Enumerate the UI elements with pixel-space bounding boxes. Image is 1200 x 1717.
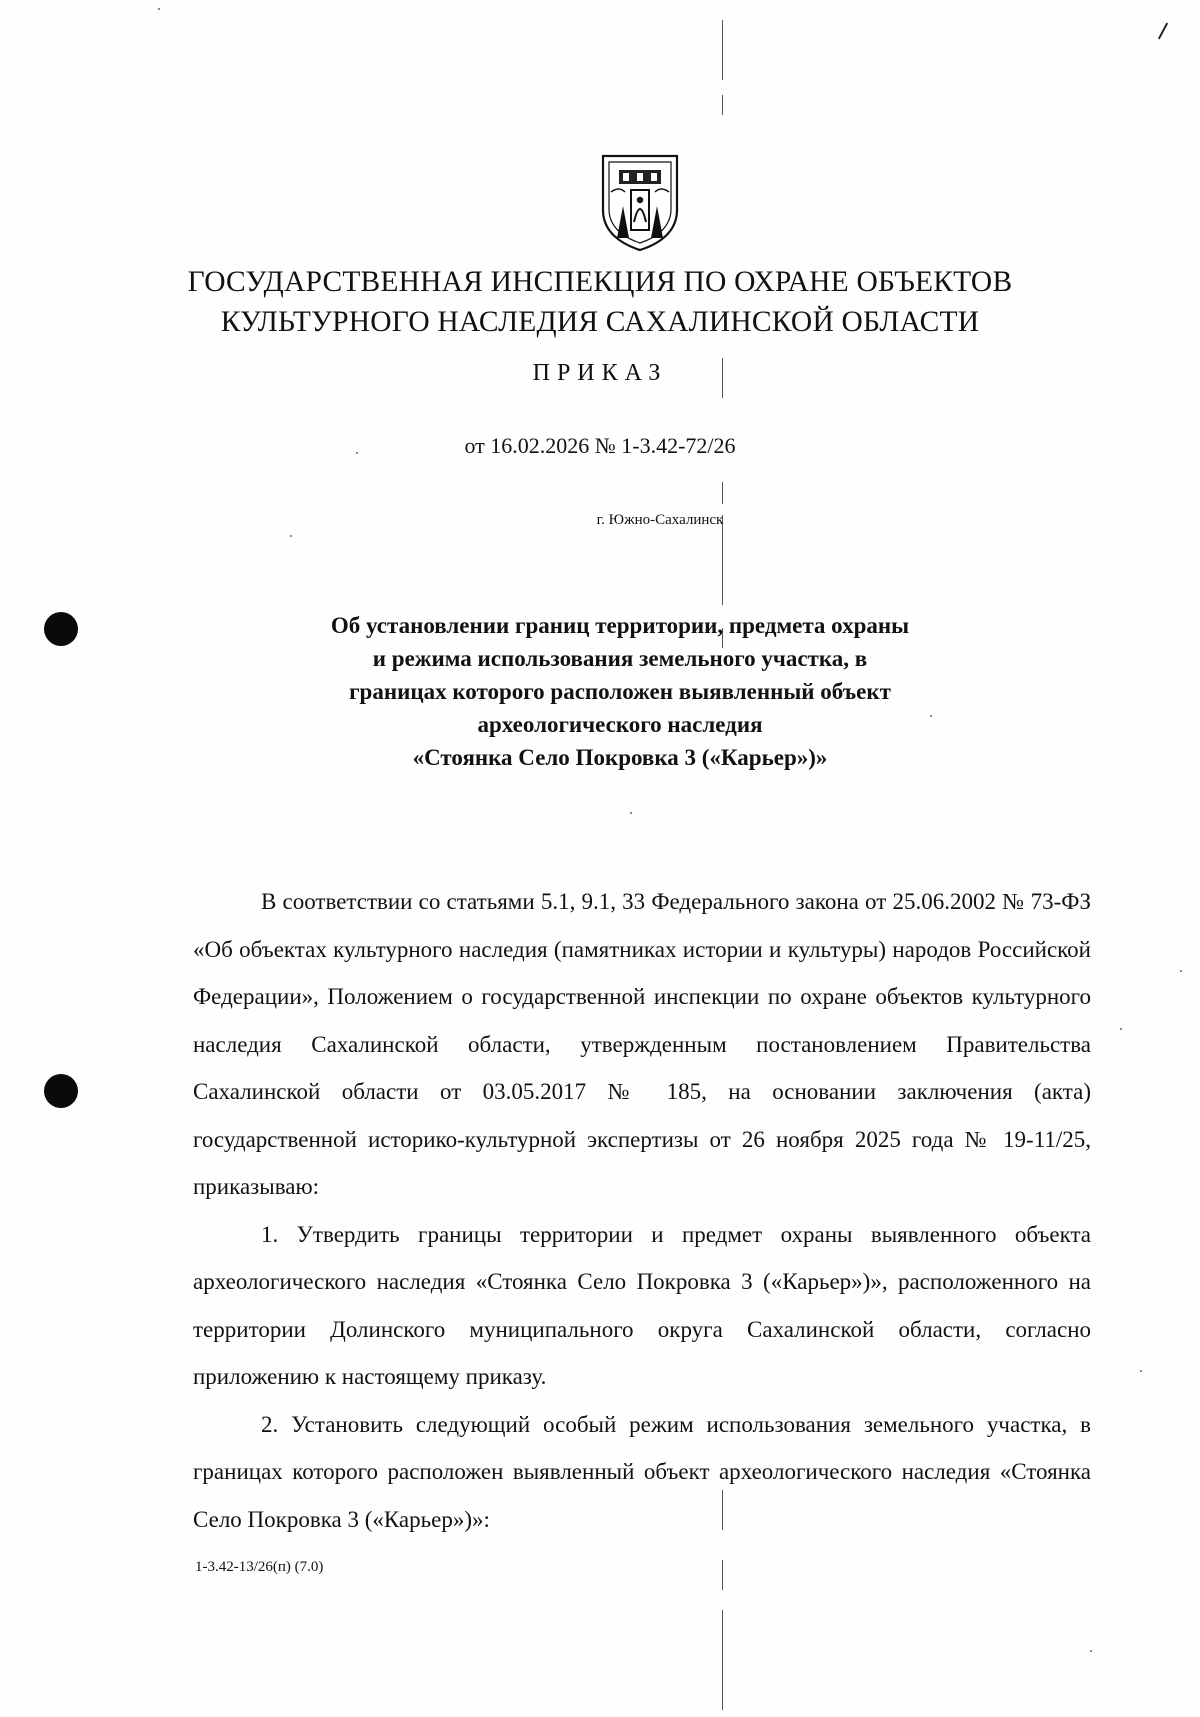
scan-line-artifact: [722, 1610, 723, 1710]
document-type: ПРИКАЗ: [532, 360, 668, 386]
order-item-1: 1. Утвердить границы территории и предмет охраны выявленного объекта археологического наследия «Стоянка Село Покровка 3 («Карьер»)», расположенного на территории Долинского муниципального округа Сахалинской области, согласно приложению к настоящему приказу.: [193, 1221, 1091, 1389]
scan-line-artifact: [722, 20, 723, 80]
scan-line-artifact: [722, 95, 723, 115]
scan-line-artifact: [722, 482, 723, 504]
organization-name-line: КУЛЬТУРНОГО НАСЛЕДИЯ САХАЛИНСКОЙ ОБЛАСТИ: [220, 306, 980, 338]
scan-speck: [1140, 1370, 1142, 1372]
punch-hole: [44, 1074, 78, 1108]
scan-mark: [1158, 23, 1168, 40]
title-line: и режима использования земельного участка, в: [372, 646, 868, 671]
scan-line-artifact: [722, 1560, 723, 1590]
coat-of-arms-icon: [597, 152, 683, 252]
preamble-paragraph: В соответствии со статьями 5.1, 9.1, 33 Федерального закона от 25.06.2002 № 73-ФЗ «Об объектах культурного наследия (памятниках истории и культуры) народов Российской Федерации», Положением о государственной инспекции по охране объектов культурного наследия Сахалинской области, утвержденным постановлением Правительства Сахалинской области от 03.05.2017 № 185, на основании заключения (акта) государственной историко-культурной экспертизы от 26 ноября 2025 года № 19-11/25, приказываю:: [193, 889, 1091, 1199]
organization-name: [0, 262, 1200, 342]
scan-speck: [1180, 970, 1182, 972]
title-line: границах которого расположен выявленный объект: [349, 679, 891, 704]
title-line: Об установлении границ территории, предмета охраны: [330, 613, 910, 638]
title-line: «Стоянка Село Покровка 3 («Карьер»)»: [412, 745, 828, 770]
document-number: от 16.02.2026 № 1-3.42-72/26: [464, 433, 736, 458]
punch-hole: [44, 612, 78, 646]
document-body: [193, 878, 1091, 1543]
document-title: [200, 609, 1040, 774]
scan-speck: [630, 812, 632, 814]
organization-name-line: ГОСУДАРСТВЕННАЯ ИНСПЕКЦИЯ ПО ОХРАНЕ ОБЪЕКТОВ: [187, 266, 1013, 298]
document-city: г. Южно-Сахалинск: [596, 512, 724, 528]
scan-speck: [290, 535, 292, 537]
title-line: археологического наследия: [477, 712, 763, 737]
document-footer-code: 1-3.42-13/26(п) (7.0): [195, 1559, 324, 1575]
order-item-2: 2. Установить следующий особый режим использования земельного участка, в границах которого расположен выявленный объект археологического наследия «Стоянка Село Покровка 3 («Карьер»)»:: [193, 1411, 1091, 1532]
scan-speck: [1120, 1028, 1122, 1030]
scan-speck: [1090, 1650, 1092, 1652]
scan-speck: [158, 8, 160, 10]
